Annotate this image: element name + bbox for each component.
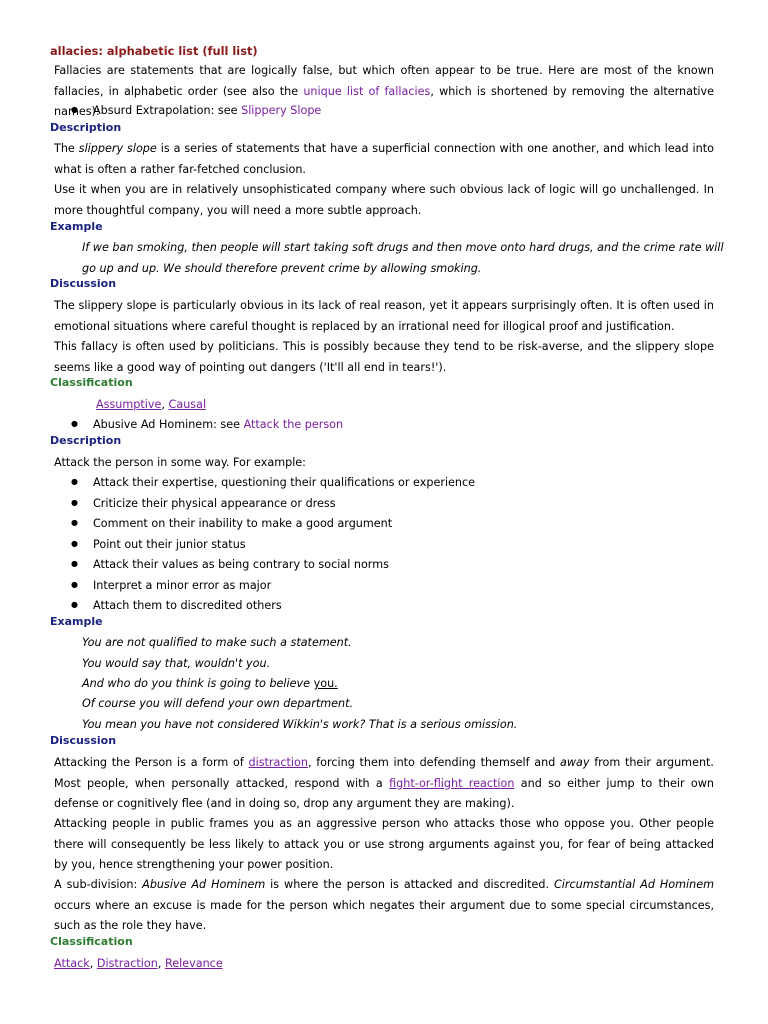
text: And who do you think is going to believe: [82, 677, 314, 690]
text: from their argument. Most people, when personally attacked, respond with a: [54, 756, 714, 790]
entry-abusive-ad-hominem: [93, 418, 343, 431]
list-item: ● Point out their junior status: [93, 538, 246, 551]
example-heading: Example: [50, 615, 103, 628]
text: is where the person is attacked and discredited.: [265, 878, 554, 891]
discussion-paragraph-1: [54, 753, 714, 815]
list-item: ● Attach them to discredited others: [93, 599, 282, 612]
list-item: ● Comment on their inability to make a good argument: [93, 517, 392, 530]
list-item: ● Attack their values as being contrary to social norms: [93, 558, 389, 571]
classification-link-assumptive[interactable]: Assumptive: [96, 398, 162, 411]
emphasis: away: [560, 756, 590, 769]
description-heading: Description: [50, 434, 122, 447]
text: occurs where an excuse is made for the person which negates their argument due to some special circumstances, such as the role they have.: [54, 898, 714, 932]
entry-absurd-extrapolation: [93, 104, 321, 117]
list-item: ● Attack their expertise, questioning their qualifications or experience: [93, 476, 475, 489]
discussion-paragraph-1: The slippery slope is particularly obvious in its lack of real reason, yet it appears surprisingly often. It is often used in emotional situations where careful thought is replaced by an irrational need for illogical proof and justification.: [54, 299, 714, 333]
you-underlined: you.: [313, 677, 338, 690]
example-line-2: go up and up. We should therefore prevent crime by allowing smoking.: [82, 262, 482, 275]
classification-link-attack[interactable]: Attack: [54, 957, 90, 970]
text: and so either jump to their own defense or cognitively flee (and in doing so, drop any argument they are making).: [54, 776, 714, 810]
intro-text-a: Fallacies are statements that are logically false, but which often appear to be true. Here are most of the known fallacies, in alphabetic order (see also the: [54, 64, 714, 98]
list-item: ● Criticize their physical appearance or dress: [93, 497, 336, 510]
entry-label: Absurd Extrapolation: see: [93, 104, 242, 117]
description-paragraph-1: [54, 139, 714, 180]
classification-links: Attack, Distraction, Relevance: [54, 957, 223, 970]
classification-link-relevance[interactable]: Relevance: [164, 957, 223, 970]
emphasis: slippery slope: [78, 142, 157, 155]
unique-list-link[interactable]: unique list of fallacies: [303, 84, 431, 98]
list-item: ● Interpret a minor error as major: [93, 579, 271, 592]
classification-links: Assumptive, Causal: [96, 398, 207, 411]
example-line-2: You would say that, wouldn't you.: [82, 657, 271, 670]
example-line-1: You are not qualified to make such a statement.: [82, 636, 352, 649]
example-heading: Example: [50, 220, 103, 233]
text: The: [54, 142, 79, 155]
text: is a series of statements that have a superficial connection with one another, and which lead into what is often a rather far-fetched conclusion.: [54, 142, 714, 176]
discussion-paragraph-2: Attacking people in public frames you as an aggressive person who attacks those who oppose you. Other people there will consequently be less likely to attack you or use strong arguments against you, for fear of being attacked by you, hence strengthening your power position.: [54, 817, 714, 871]
emphasis: Abusive Ad Hominem: [142, 878, 266, 891]
attack-the-person-link[interactable]: Attack the person: [243, 418, 344, 431]
text: Attacking the Person is a form of: [54, 756, 249, 769]
discussion-heading: Discussion: [50, 734, 117, 747]
classification-heading: Classification: [50, 376, 133, 389]
classification-heading: Classification: [50, 935, 133, 948]
description-paragraph-2: Use it when you are in relatively unsophisticated company where such obvious lack of logic will go unchallenged. In more thoughtful company, you will need a more subtle approach.: [54, 183, 714, 217]
fight-or-flight-link[interactable]: fight-or-flight reaction: [389, 776, 515, 790]
example-line-3: [82, 677, 338, 690]
distraction-link[interactable]: distraction: [248, 756, 308, 769]
discussion-paragraph-2: This fallacy is often used by politicians. This is possibly because they tend to be risk-averse, and the slippery slope seems like a good way of pointing out dangers ('It'll all end in tears!').: [54, 340, 714, 374]
example-line-5: You mean you have not considered Wikkin's work? That is a serious omission.: [82, 718, 518, 731]
description-intro: Attack the person in some way. For example:: [54, 456, 306, 469]
slippery-slope-link[interactable]: Slippery Slope: [241, 104, 322, 117]
classification-link-causal[interactable]: Causal: [168, 398, 207, 411]
classification-link-distraction[interactable]: Distraction: [96, 957, 158, 970]
text: , forcing them into defending themself and: [307, 756, 561, 769]
intro-text-b: , which is shortened by removing the alternative names):: [54, 84, 714, 118]
discussion-paragraph-3: [54, 875, 714, 937]
example-line-1: If we ban smoking, then people will start taking soft drugs and then move onto hard drugs, and the crime rate will: [82, 241, 724, 254]
description-heading: Description: [50, 121, 122, 134]
entry-label: Abusive Ad Hominem: see: [93, 418, 244, 431]
text: A sub-division:: [54, 878, 143, 891]
example-line-4: Of course you will defend your own department.: [82, 697, 354, 710]
emphasis: Circumstantial Ad Hominem: [553, 878, 715, 891]
page-title: allacies: alphabetic list (full list): [50, 44, 258, 58]
discussion-heading: Discussion: [50, 277, 117, 290]
